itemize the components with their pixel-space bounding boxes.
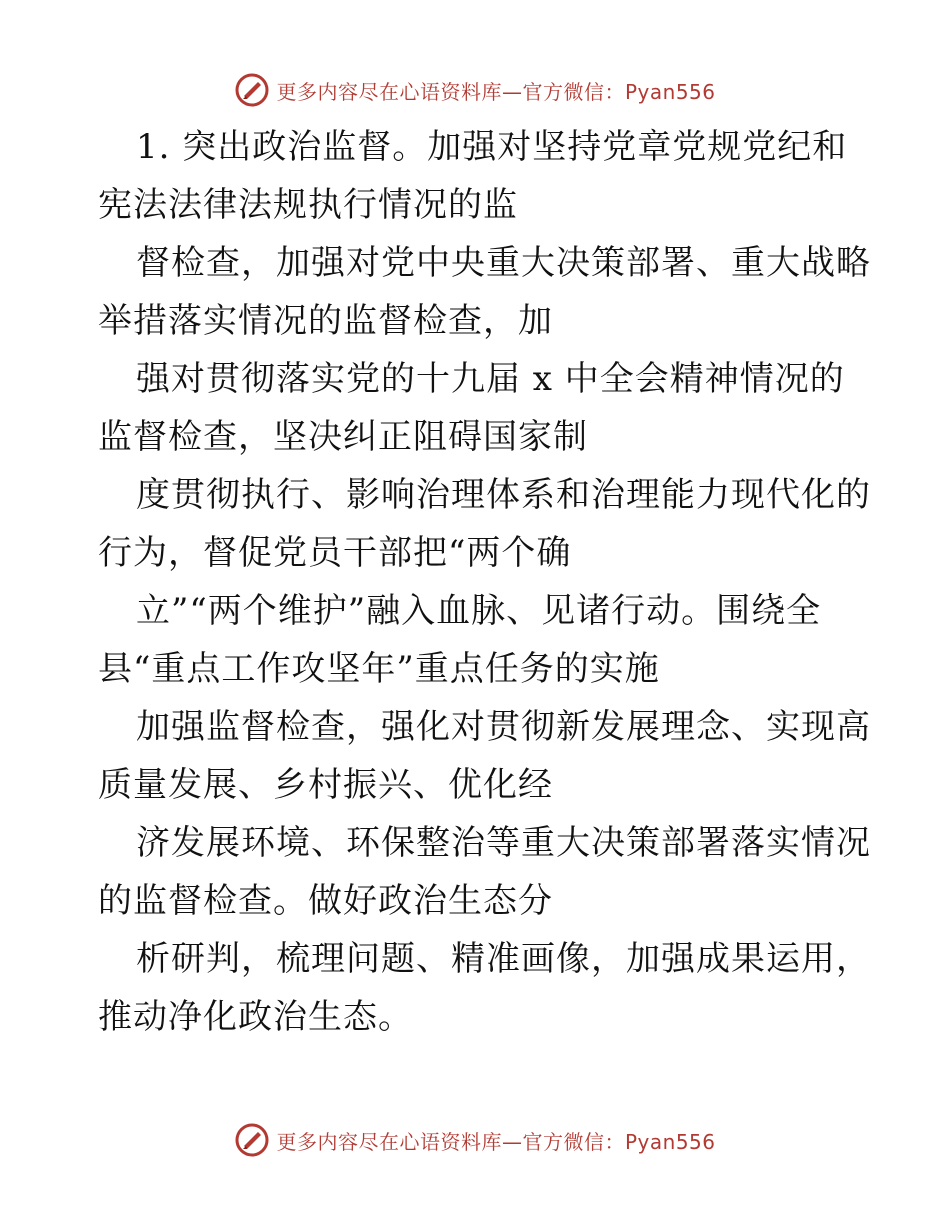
watermark-separator: — <box>501 79 523 104</box>
footer-watermark <box>0 1118 950 1162</box>
text-line: 1. 突出政治监督。加强对坚持党章党规党纪和 <box>136 127 848 167</box>
watermark-main-text: 更多内容尽在心语资料库 <box>276 79 502 104</box>
watermark-text <box>276 76 715 105</box>
watermark-main-text: 更多内容尽在心语资料库 <box>276 1129 502 1154</box>
text-line: 宪法法律法规执行情况的监 <box>98 185 518 225</box>
text-line: 推动净化政治生态。 <box>98 997 413 1037</box>
watermark-suffix-text: 官方微信： <box>522 79 625 104</box>
text-line: 的监督检查。做好政治生态分 <box>98 881 553 921</box>
quill-seal-icon <box>234 72 270 108</box>
document-body <box>98 118 871 1046</box>
header-watermark <box>0 68 950 112</box>
text-line: 质量发展、乡村振兴、优化经 <box>98 765 553 805</box>
text-line: 行为，督促党员干部把“两个确 <box>98 533 572 573</box>
text-line: 县“重点工作攻坚年”重点任务的实施 <box>98 649 660 689</box>
text-line: 立”“两个维护”融入血脉、见诸行动。围绕全 <box>136 591 822 631</box>
text-line: 济发展环境、环保整治等重大决策部署落实情况 <box>136 823 871 863</box>
watermark-id: Pyan556 <box>624 1129 716 1154</box>
text-line: 监督检查，坚决纠正阻碍国家制 <box>98 417 588 457</box>
quill-seal-icon <box>234 1122 270 1158</box>
text-line: 度贯彻执行、影响治理体系和治理能力现代化的 <box>136 475 871 515</box>
text-line: 强对贯彻落实党的十九届 x 中全会精神情况的 <box>136 359 845 399</box>
text-line: 加强监督检查，强化对贯彻新发展理念、实现高 <box>136 707 871 747</box>
text-line: 督检查，加强对党中央重大决策部署、重大战略 <box>136 243 871 283</box>
watermark-id: Pyan556 <box>624 79 716 104</box>
text-line: 析研判，梳理问题、精准画像，加强成果运用， <box>136 939 871 979</box>
text-line: 举措落实情况的监督检查，加 <box>98 301 553 341</box>
watermark-text <box>276 1126 715 1155</box>
watermark-separator: — <box>501 1129 523 1154</box>
watermark-suffix-text: 官方微信： <box>522 1129 625 1154</box>
